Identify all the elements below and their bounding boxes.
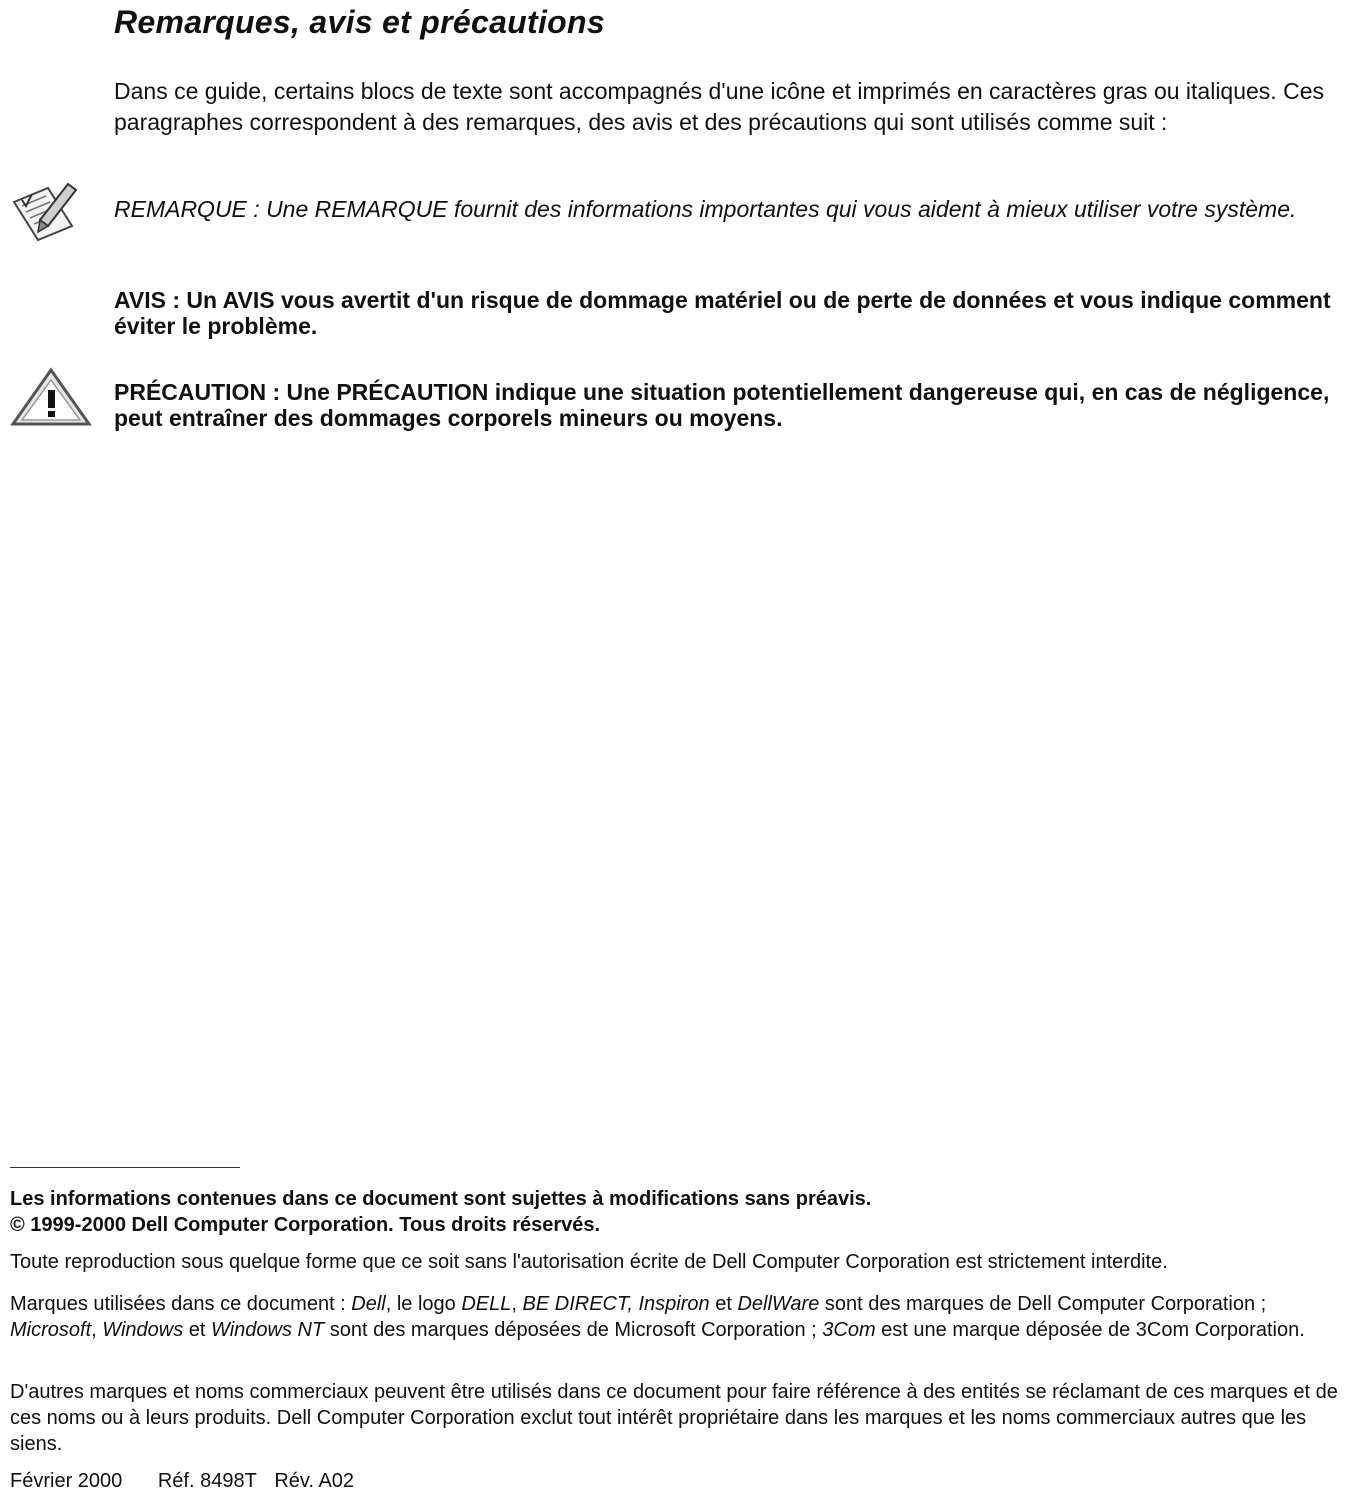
pencil-note-icon	[8, 180, 80, 242]
copyright-line: © 1999-2000 Dell Computer Corporation. Tous droits réservés.	[10, 1214, 601, 1236]
footer-revision: Rév. A02	[274, 1470, 355, 1492]
trademarks-paragraph: Marques utilisées dans ce document : Dell, le logo DELL, BE DIRECT, Inspiron et DellWare sont des marques de Dell Computer Corporation ; Microsoft, Windows et Windows NT sont des marques déposées de Microsoft Corporation ; 3Com est une marque déposée de 3Com Corporation.	[10, 1293, 1305, 1341]
note-remarque: REMARQUE : Une REMARQUE fournit des informations importantes qui vous aident à mieux utiliser votre système.	[114, 196, 1297, 222]
legal-notice-line: Les informations contenues dans ce document sont sujettes à modifications sans préavis.	[10, 1188, 872, 1210]
document-footer	[10, 1468, 354, 1494]
notice-avis: AVIS : Un AVIS vous avertit d'un risque de dommage matériel ou de perte de données et vous indique comment éviter le problème.	[114, 287, 1331, 339]
footer-date: Février 2000	[10, 1470, 123, 1492]
intro-paragraph: Dans ce guide, certains blocs de texte sont accompagnés d'une icône et imprimés en caractères gras ou italiques. Ces paragraphes correspondent à des remarques, des avis et des précautions qui sont utilisés comme suit :	[114, 78, 1324, 135]
warning-triangle-icon	[10, 366, 92, 428]
caution-precaution: PRÉCAUTION : Une PRÉCAUTION indique une situation potentiellement dangereuse qui, en cas de négligence, peut entraîner des dommages corporels mineurs ou moyens.	[114, 379, 1330, 431]
footer-reference: Réf. 8498T	[157, 1470, 257, 1492]
other-marks-paragraph: D'autres marques et noms commerciaux peuvent être utilisés dans ce document pour faire référence à des entités se réclamant de ces marques et de ces noms ou à leurs produits. Dell Computer Corporation exclut tout intérêt propriétaire dans les marques et les noms commerciaux autres que les siens.	[10, 1381, 1338, 1455]
page-title: Remarques, avis et précautions	[114, 4, 605, 40]
footnote-divider	[10, 1167, 240, 1168]
legal-notice	[10, 1186, 1350, 1238]
reproduction-notice: Toute reproduction sous quelque forme que ce soit sans l'autorisation écrite de Dell Computer Corporation est strictement interdite.	[10, 1251, 1168, 1273]
